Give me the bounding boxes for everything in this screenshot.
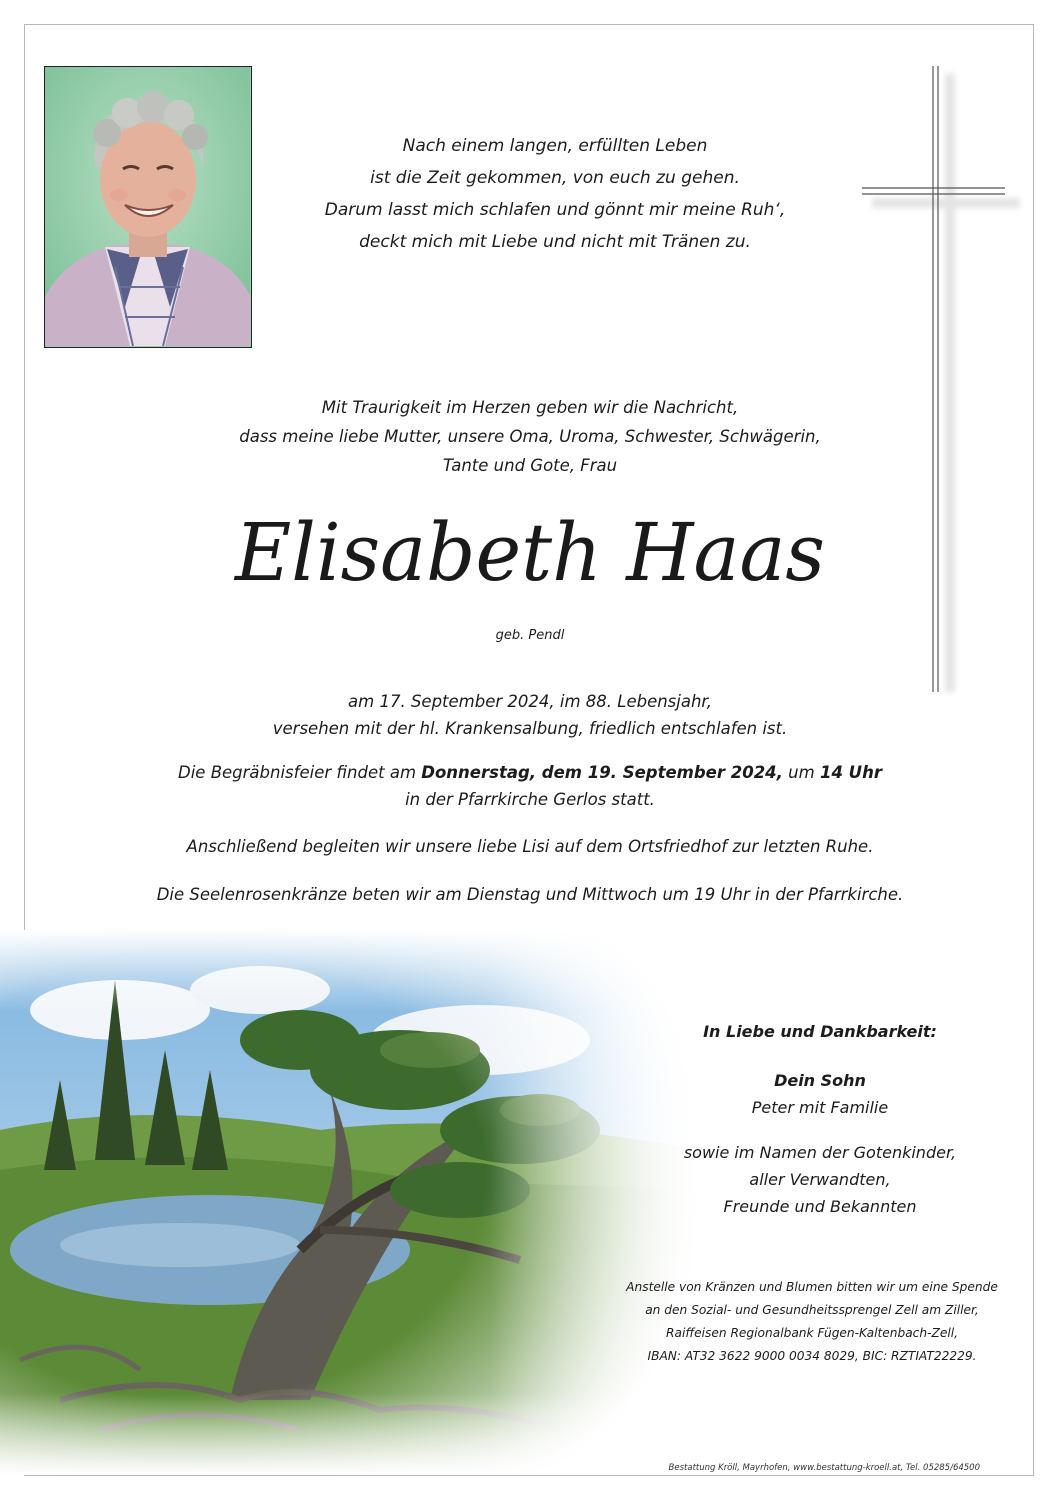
donation-line: IBAN: AT32 3622 9000 0034 8029, BIC: RZTIAT22229. <box>647 1349 977 1363</box>
donation-line: Raiffeisen Regionalbank Fügen-Kaltenbach-Zell, <box>666 1326 958 1340</box>
donation-line: an den Sozial- und Gesundheitssprengel Zell am Ziller, <box>645 1303 979 1317</box>
funeral-time: 14 Uhr <box>819 763 882 782</box>
intro-line: Mit Traurigkeit im Herzen geben wir die Nachricht, <box>321 398 739 417</box>
portrait-photo <box>44 66 252 348</box>
deceased-name-block <box>180 488 880 628</box>
poem-line: ist die Zeit gekommen, von euch zu gehen. <box>370 168 740 188</box>
funeral-line <box>90 759 970 786</box>
burial-info: Anschließend begleiten wir unsere liebe Lisi auf dem Ortsfriedhof zur letzten Ruhe. <box>186 837 874 856</box>
poem-line: Darum lasst mich schlafen und gönnt mir meine Ruh‘, <box>324 200 786 220</box>
landscape-image <box>0 930 700 1475</box>
poem-line: Nach einem langen, erfüllten Leben <box>402 136 708 156</box>
son-name: Peter mit Familie <box>751 1098 889 1117</box>
poem-line: deckt mich mit Liebe und nicht mit Tränen zu. <box>359 232 751 252</box>
mourners-heading: In Liebe und Dankbarkeit: <box>703 1022 937 1041</box>
intro-line: dass meine liebe Mutter, unsere Oma, Uroma, Schwester, Schwägerin, <box>239 427 821 446</box>
son-title: Dein Sohn <box>774 1071 866 1090</box>
donation-line: Anstelle von Kränzen und Blumen bitten wir um eine Spende <box>626 1280 998 1294</box>
funeral-info <box>90 759 970 813</box>
mourners-block <box>660 1018 980 1220</box>
mourners-line: Freunde und Bekannten <box>723 1197 917 1216</box>
funeral-prefix: Die Begräbnisfeier findet am <box>178 763 422 782</box>
funeral-mid: um <box>782 763 820 782</box>
mourners-line: aller Verwandten, <box>749 1170 891 1189</box>
death-notice <box>90 688 970 742</box>
poem <box>300 130 810 258</box>
deceased-name: Elisabeth Haas <box>233 506 825 599</box>
donation-note <box>620 1276 1004 1368</box>
death-line: am 17. September 2024, im 88. Lebensjahr, <box>348 692 712 711</box>
death-line: versehen mit der hl. Krankensalbung, friedlich entschlafen ist. <box>272 719 788 738</box>
funeral-date: Donnerstag, dem 19. September 2024, <box>421 763 783 782</box>
funeral-home-footer: Bestattung Kröll, Mayrhofen, www.bestattung-kroell.at, Tel. 05285/64500 <box>668 1463 980 1473</box>
announcement-intro <box>180 393 880 480</box>
funeral-location: in der Pfarrkirche Gerlos statt. <box>405 790 655 809</box>
mourners-line: sowie im Namen der Gotenkinder, <box>683 1143 957 1162</box>
rosary-info: Die Seelenrosenkränze beten wir am Dienstag und Mittwoch um 19 Uhr in der Pfarrkirche. <box>156 885 904 904</box>
intro-line: Tante und Gote, Frau <box>442 456 618 475</box>
maiden-name: geb. Pendl <box>495 628 565 643</box>
